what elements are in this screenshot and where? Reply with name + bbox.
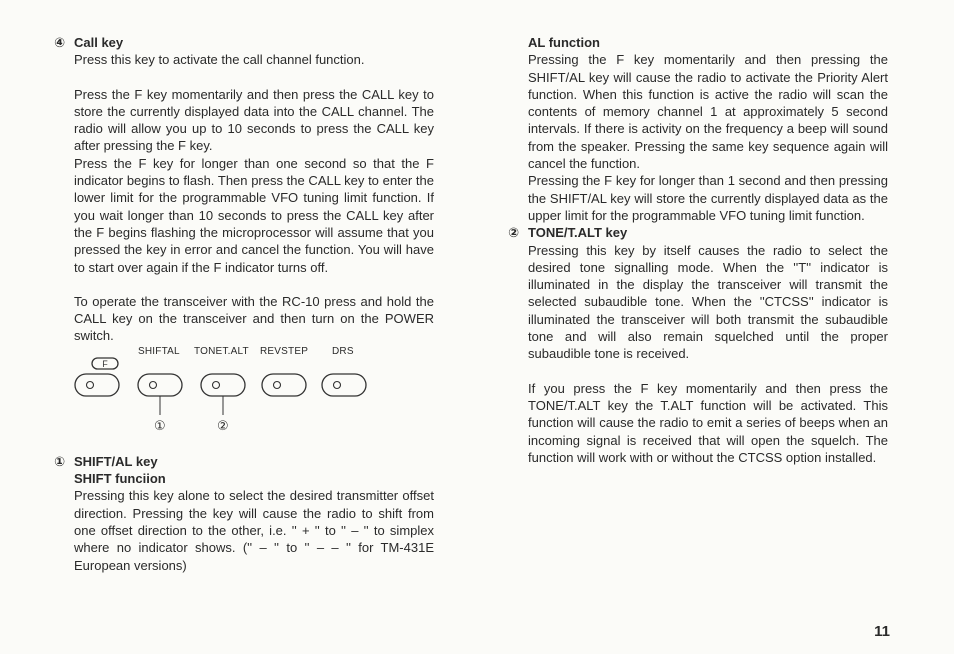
call-key-number: ④ xyxy=(54,35,66,50)
tone-talt-paragraph-1: Pressing this key by itself causes the radio to select the desired tone signalling mode. When the ''T'' indicator is illuminated in the display the transceiver will transmit the selected subaudible tone. When the ''CTCSS'' indicator is illuminated the transceiver will both transmit the subaudible tone and will also remain squelched until the proper subaudible tone is received. xyxy=(528,242,888,362)
tone-talt-label: TONET.ALT xyxy=(194,345,249,357)
left-column xyxy=(54,34,434,574)
shift-al-button-drawing xyxy=(138,374,182,396)
callout-2: ② xyxy=(217,417,229,433)
tone-talt-number: ② xyxy=(508,225,520,241)
drs-label: DRS xyxy=(332,345,354,357)
shift-al-heading xyxy=(54,453,434,470)
al-function-paragraph-2: Pressing the F key for longer than 1 second and then pressing the SHIFT/AL key will store the currently displayed data as the upper limit for the programmable VFO tuning limit function. xyxy=(528,173,888,223)
call-key-paragraph-3: Press the F key for longer than one second so that the F indicator begins to flash. Then press the CALL key to enter the lower limit for the programmable VFO tuning limit function. If you wait longer than 10 seconds to press the CALL key after the F begins flashing the microprocessor will assume that you pressed the key in error and cancel the function. You will have to start over again if the F indicator turns off. xyxy=(74,155,434,275)
tone-talt-heading xyxy=(508,224,888,241)
drs-button-drawing xyxy=(322,374,366,396)
al-function-title: AL function xyxy=(528,35,600,50)
callout-1: ① xyxy=(154,417,166,433)
keypad-drawing xyxy=(74,357,374,449)
call-key-paragraph-4: To operate the transceiver with the RC-10 press and hold the CALL key on the transceiver and then turn on the POWER switch. xyxy=(74,293,434,344)
tone-talt-paragraph-2: If you press the F key momentarily and then press the TONE/T.ALT key the T.ALT function will be activated. This function will cause the radio to emit a series of beeps when an incoming signal is received that will open the squelch. The function will work with or without the CTCSS option installed. xyxy=(528,380,888,465)
shift-function-subtitle: SHIFT funciion xyxy=(74,471,166,487)
call-key-heading xyxy=(54,34,434,51)
call-button-drawing xyxy=(75,374,119,396)
tone-talt-title: TONE/T.ALT key xyxy=(528,225,628,241)
call-key-title: Call key xyxy=(74,35,124,50)
tone-talt-button-drawing xyxy=(201,374,245,396)
al-function-paragraph-1: Pressing the F key momentarily and then pressing the SHIFT/AL key will cause the radio to activate the Priority Alert function. When this function is active the radio will scan the contents of memory channel 1 at approximately 5 second intervals. If there is activity on the frequency a beep will sound from the speaker. Pressing the same key sequence again will cancel the function. xyxy=(528,52,888,172)
call-key-paragraph-1: Press this key to activate the call channel function. xyxy=(74,52,365,68)
shift-al-label: SHIFTAL xyxy=(138,345,180,357)
right-column xyxy=(508,34,888,466)
shift-al-title: SHIFT/AL key xyxy=(74,453,158,469)
shift-al-number: ① xyxy=(54,453,66,469)
shift-al-section xyxy=(54,453,434,574)
tone-talt-section xyxy=(508,224,888,466)
shift-al-paragraph-1: Pressing this key alone to select the desired transmitter offset direction. Pressing the key will cause the radio to shift from one offset direction to the other, i.e. '' + '' to '' – '' to simplex where no indicator shows. ('' – '' to '' – – '' for TM-431E European versions) xyxy=(74,488,434,573)
rev-step-button-drawing xyxy=(262,374,306,396)
al-function-section xyxy=(528,34,888,224)
call-key-paragraph-2: Press the F key momentarily and then press the CALL key to store the currently displayed data into the CALL channel. The radio will allow you up to 10 seconds to press the CALL key after pressing the F key. xyxy=(74,86,434,154)
rev-step-label: REVSTEP xyxy=(260,345,309,357)
f-key-label: F xyxy=(102,358,108,369)
keypad-diagram xyxy=(74,345,434,447)
page-number: 11 xyxy=(874,623,890,640)
call-key-section xyxy=(54,34,434,345)
